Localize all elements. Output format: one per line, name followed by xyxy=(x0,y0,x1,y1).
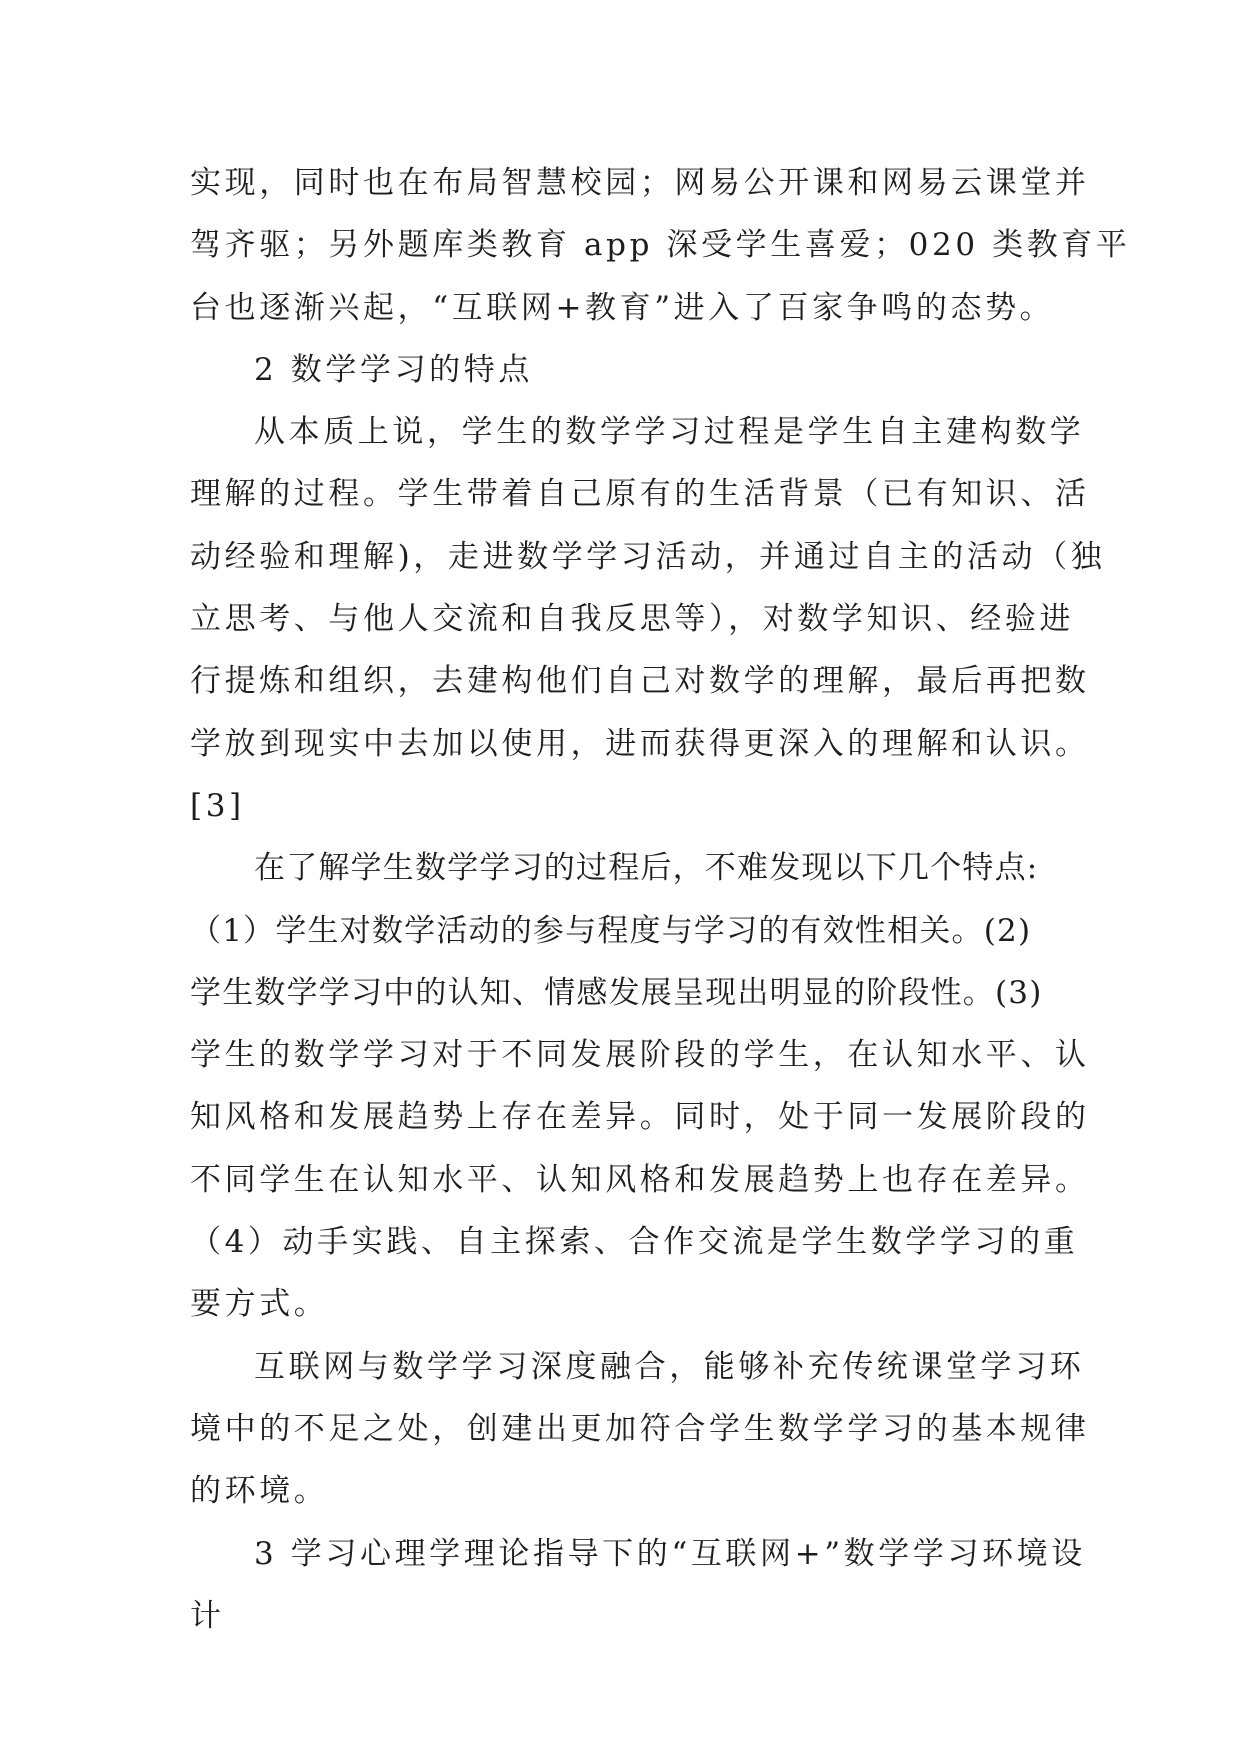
section-heading-continued: 计 xyxy=(190,1597,225,1634)
paragraph-line: 境中的不足之处，创建出更加符合学生数学学习的基本规律 xyxy=(190,1410,1090,1447)
paragraph-line: 学放到现实中去加以使用，进而获得更深入的理解和认识。 xyxy=(190,725,1090,762)
paragraph-line: 知风格和发展趋势上存在差异。同时，处于同一发展阶段的 xyxy=(190,1099,1090,1136)
paragraph-line: （1）学生对数学活动的参与程度与学习的有效性相关。(2) xyxy=(190,912,1032,949)
paragraph-line: 不同学生在认知水平、认知风格和发展趋势上也存在差异。 xyxy=(190,1161,1090,1198)
paragraph-line: 要方式。 xyxy=(190,1286,329,1323)
paragraph-line: 在了解学生数学学习的过程后，不难发现以下几个特点: xyxy=(254,850,1039,887)
paragraph-line: 互联网与数学学习深度融合，能够补充传统课堂学习环 xyxy=(254,1348,1085,1385)
paragraph-line: 学生数学学习中的认知、情感发展呈现出明显的阶段性。(3) xyxy=(190,974,1043,1011)
paragraph-line: 的环境。 xyxy=(190,1473,329,1510)
section-heading: 3 学习心理学理论指导下的“互联网+”数学学习环境设 xyxy=(254,1535,1086,1572)
paragraph-line: 实现，同时也在布局智慧校园；网易公开课和网易云课堂并 xyxy=(190,165,1090,201)
citation-reference: [3] xyxy=(190,787,245,824)
paragraph-line: 学生的数学学习对于不同发展阶段的学生，在认知水平、认 xyxy=(190,1037,1090,1074)
paragraph-line: 动经验和理解)，走进数学学习活动，并通过自主的活动（独 xyxy=(190,538,1106,575)
paragraph-line: 从本质上说，学生的数学学习过程是学生自主建构数学 xyxy=(254,414,1085,451)
paragraph-line: 立思考、与他人交流和自我反思等），对数学知识、经验进 xyxy=(190,601,1075,638)
paragraph-line: 台也逐渐兴起，“互联网+教育”进入了百家争鸣的态势。 xyxy=(190,289,1055,326)
paragraph-line: （4）动手实践、自主探索、合作交流是学生数学学习的重 xyxy=(190,1224,1079,1261)
paragraph-line: 理解的过程。学生带着自己原有的生活背景（已有知识、活 xyxy=(190,476,1090,513)
section-heading: 2 数学学习的特点 xyxy=(254,351,533,388)
paragraph-line: 行提炼和组织，去建构他们自己对数学的理解，最后再把数 xyxy=(190,663,1090,700)
paragraph-line: 驾齐驱；另外题库类教育 app 深受学生喜爱；020 类教育平 xyxy=(190,227,1131,264)
document-body xyxy=(190,152,1131,1647)
